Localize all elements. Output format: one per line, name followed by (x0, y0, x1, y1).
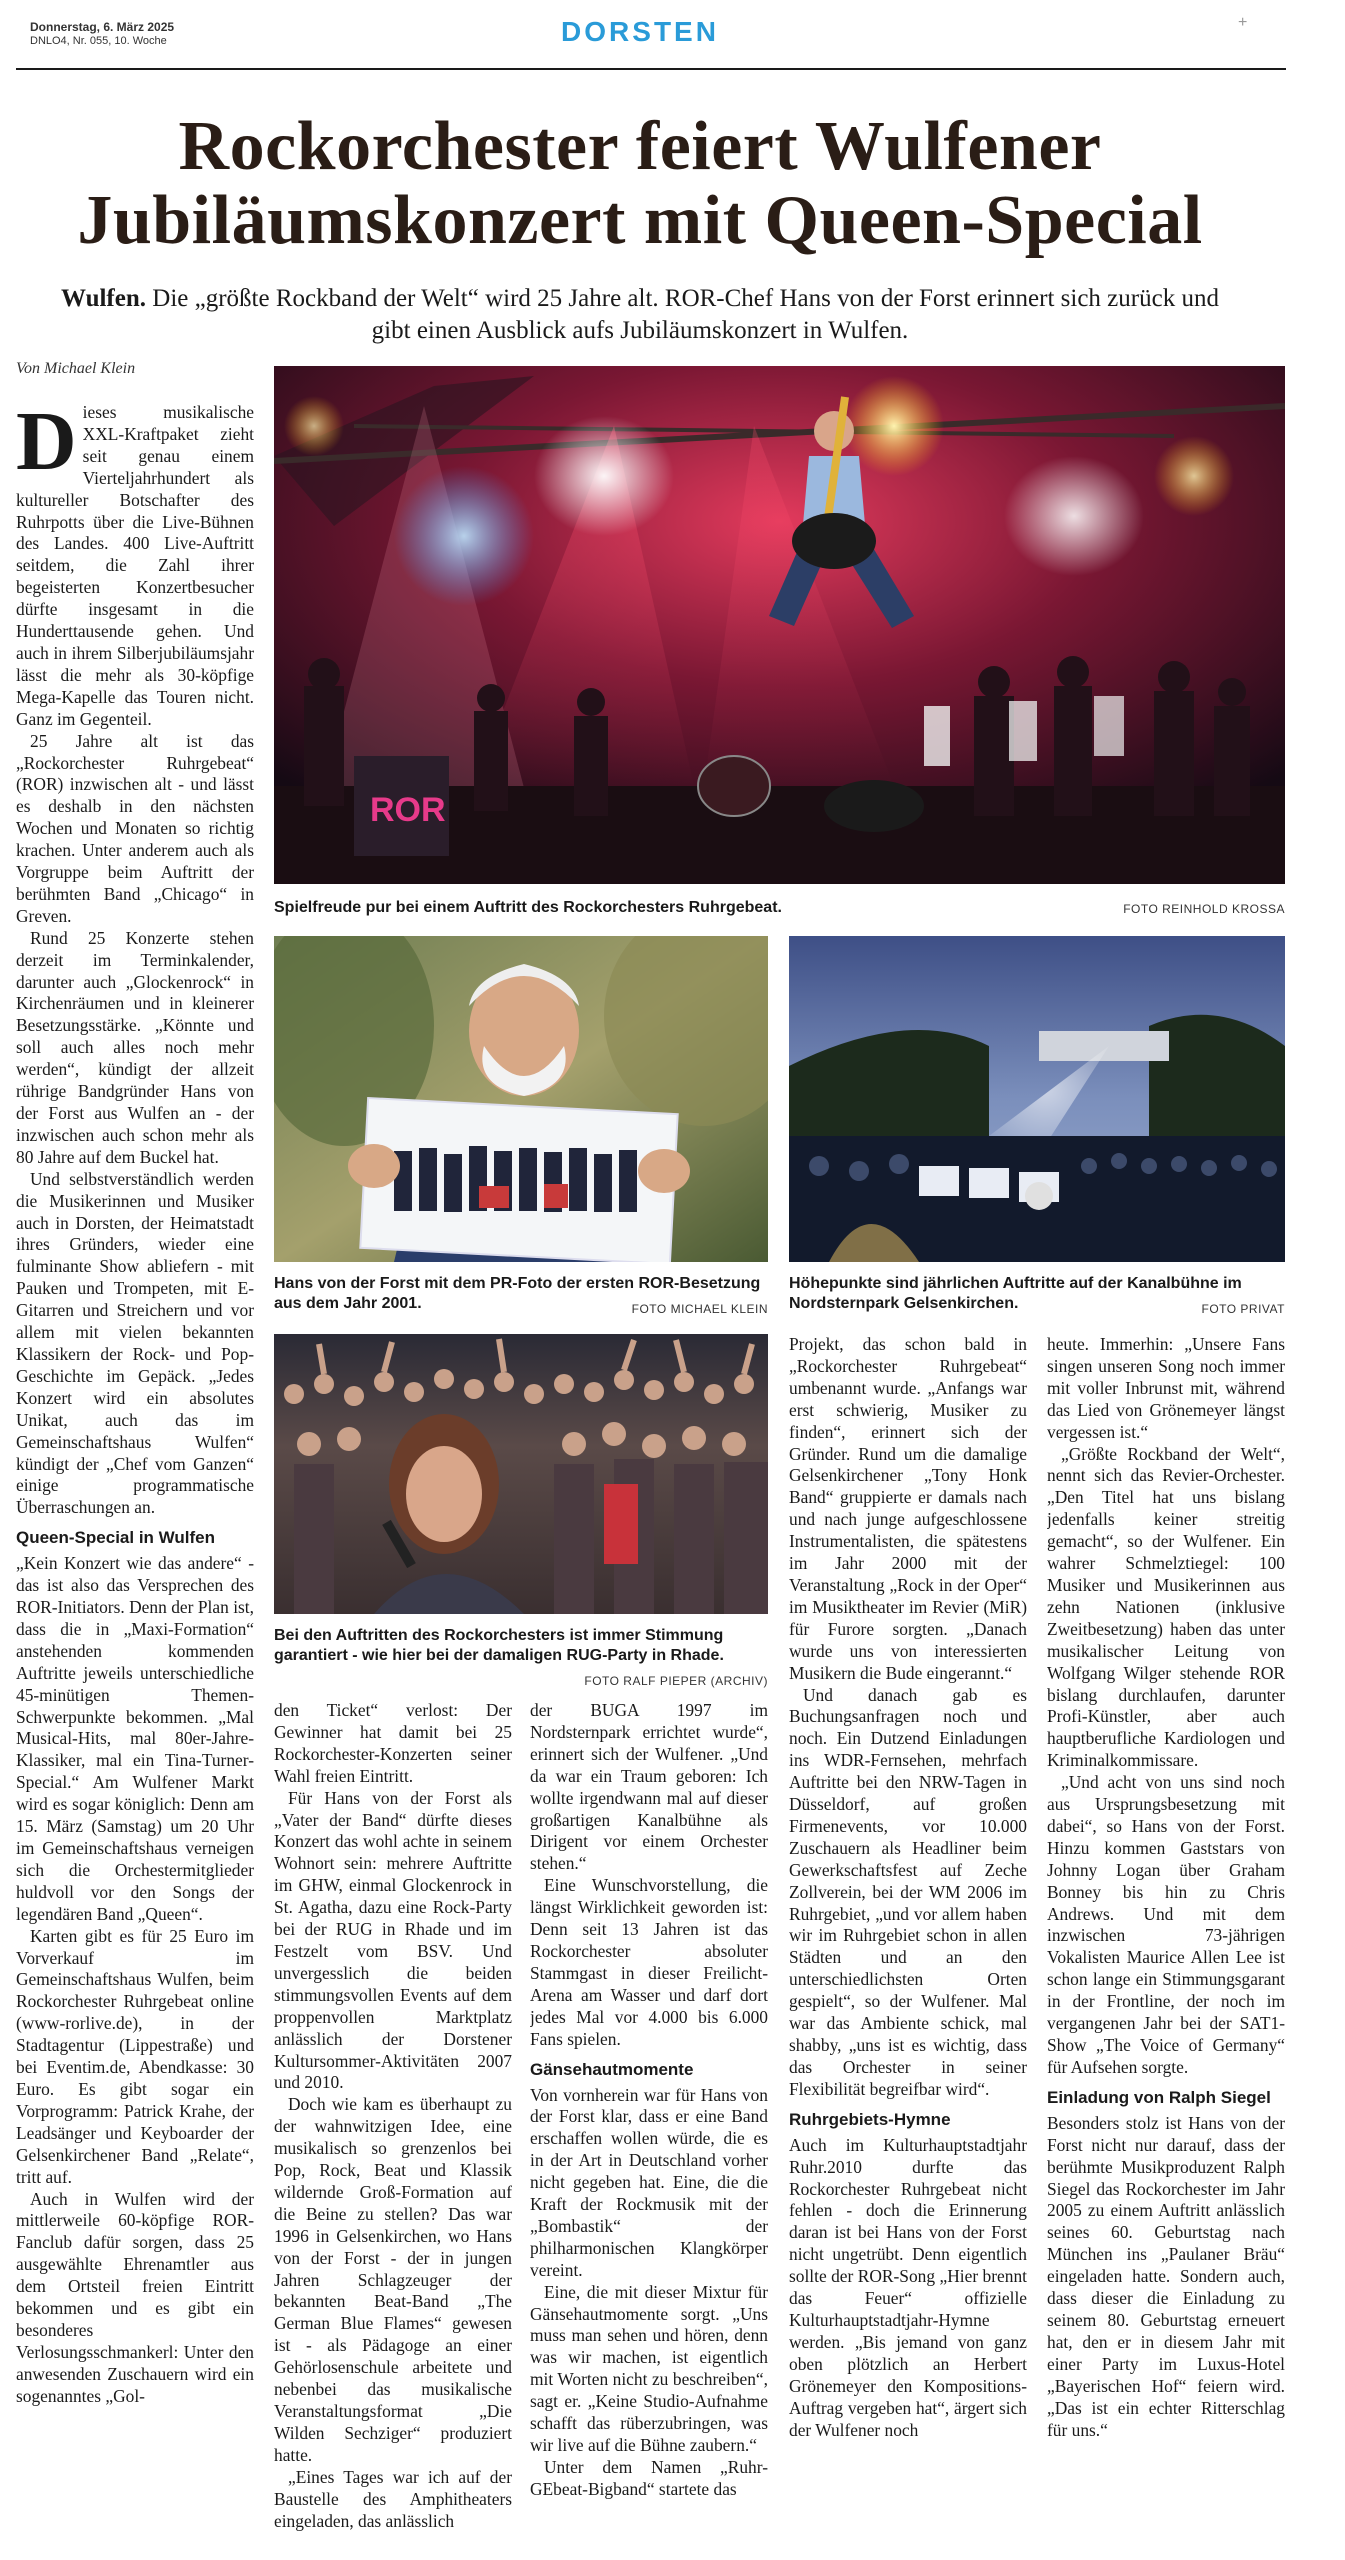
subhead-text: Die „größte Rockband der Welt“ wird 25 Jahre alt. ROR-Chef Hans von der Forst erinnert sich zurück und gibt einen Ausblick aufs Jubiläumskonzert in Wulfen. (152, 285, 1219, 344)
issue-edition: DNLO4, Nr. 055, 10. Woche (30, 35, 167, 47)
crowd-photo-caption: Bei den Auftritten des Rockorchesters ist immer Stimmung garantiert - wie hier bei der damaligen RUG-Party in Rhade. (274, 1627, 724, 1664)
paragraph: den Ticket“ verlost: Der Gewinner hat damit bei 25 Rockorchester-Konzerten seiner Wahl freien Eintritt. (274, 1700, 512, 1786)
paragraph: Und danach gab es Buchungsanfragen noch und noch. Ein Dutzend Einladungen ins WDR-Fernsehen, mehrfach Auftritte bei den NRW-Tagen in Düsseldorf, auf großen Firmenevents, vor 10.000 Zuschauern als Headliner beim Gewerkschaftsfest auf Zeche Zollverein, bei der WM 2006 im Ruhrgebiet, „und vor allem haben wir im Ruhrgebiet schon in allen Städten und an den unterschiedlichsten Orten gespielt“, so der Wulfener. Mal war das Ambiente schick, mal shabby, „uns ist es wichtig, dass das Orchester in seiner Flexibilität begreifbar wird“. (789, 1684, 1027, 2099)
headline-line-2: Jubiläumskonzert mit Queen-Special (77, 182, 1203, 259)
paragraph: „Eines Tages war ich auf der Baustelle des Amphitheaters eingeladen, das anlässlich (274, 2466, 512, 2531)
paragraph: Auch in Wulfen wird der mittlerweile 60-köpfige ROR-Fanclub dafür sorgen, dass 25 ausgewählte Ehrenamtler aus dem Ortsteil freien Eintritt bekommen und es gibt ein besonderes Verlosungsschmankerl: Unter den anwesenden Zuschauern wird ein sogenanntes „Gol- (16, 2188, 254, 2406)
hans-photo (274, 936, 768, 1262)
paragraph: „Größte Rockband der Welt“, nennt sich das Revier-Orchester. „Den Titel hat uns bislang jedenfalls keiner streitig gemacht“, so der Wulfener. Ein wahrer Schmelztiegel: 100 Musiker und Musikerinnen aus zehn Nationen (inklusive Zweitbesetzung) haben das unter musikalischer Leitung von Wolfgang Wilger stehende ROR bislang durchlaufen, darunter Profi-Künstler, aber auch hauptberufliche Kardiologen und Kriminalkommissare. (1047, 1443, 1285, 1771)
paragraph: „Und acht von uns sind noch aus Ursprungsbesetzung mit dabei“, so Hans von der Forst. Hinzu kommen Gaststars von Johnny Logan über Graham Bonney bis hin zu Chris Andrews. Und mit dem inzwischen 73-jährigen Vokalisten Maurice Allen Lee ist schon lange ein Stimmungsgarant in der Frontline, der noch im vergangenen Jahr bei der SAT1-Show „The Voice of Germany“ für Aufsehen sorgte. (1047, 1772, 1285, 2077)
paragraph: „Kein Konzert wie das andere“ - das ist also das Versprechen des ROR-Initiators. Denn der Plan ist, dass die in „Maxi-Formation“ anstehenden kommenden Auftritte jeweils unterschiedliche 45-minütigen Themen-Schwerpunkte bekommen. „Mal Musical-Hits, mal 80er-Jahre-Klassiker, mal ein Tina-Turner-Special.“ Am Wulfener Markt wird es sogar königlich: Denn am 15. März (Samstag) um 20 Uhr im Gemeinschaftshaus verneigen sich die Orchestermitglieder huldvoll vor den Songs der legendären Band „Queen“. (16, 1553, 254, 1924)
paragraph: Für Hans von der Forst als „Vater der Band“ dürfte dieses Konzert das wohl achte in seinem Wohnort sein: mehrere Auftritte im GHW, einmal Glockenrock in St. Agatha, dazu eine Rock-Party bei der RUG in Rhade und im Festzelt vom BSV. Und unvergesslich die beiden stimmungsvollen Events auf dem proppenvollen Marktplatz anlässlich der Dorstener Kultursommer-Aktivitäten 2007 und 2010. (274, 1787, 512, 2093)
column-2 (274, 1700, 512, 2552)
subheadline (40, 283, 1240, 347)
plus-icon: + (1238, 14, 1248, 31)
headline (20, 110, 1260, 258)
masthead-rule (16, 68, 1286, 70)
paragraph: Doch wie kam es überhaupt zu der wahnwitzigen Idee, eine musikalisch so grenzenlos bei Pop, Rock, Beat und Klassik wildernde Groß-Formation auf die Beine zu stellen? Das war 1996 in Gelsenkirchen, wo Hans von der Forst - der in jungen Jahren Schlagzeuger der bekannten Beat-Band „The German Blue Flames“ gewesen ist - als Pädagoge an einer Gehörlosenschule arbeitete und nebenbei das musikalische Veranstaltungsformat „Die Wilden Sechziger“ produziert hatte. (274, 2094, 512, 2465)
concert-photo-caption: Spielfreude pur bei einem Auftritt des Rockorchesters Ruhrgebeat. (274, 899, 782, 916)
paragraph: Auch im Kulturhauptstadtjahr Ruhr.2010 durfte das Rockorchester Ruhrgebeat nicht fehlen - doch die Erinnerung daran ist bei Hans von der Forst nicht ungetrübt. Denn eigentlich sollte der ROR-Song „Hier brennt das Feuer“ offizielle Kulturhauptstadtjahr-Hymne werden. „Bis jemand von ganz oben plötzlich an Herbert Grönemeyer den Kompositions-Auftrag vergeben hat“, ärgert sich der Wulfener noch (789, 2134, 1027, 2440)
crowd-photo-credit: FOTO RALF PIEPER (ARCHIV) (584, 1674, 768, 1688)
column-1 (16, 402, 254, 2552)
section-heading: Ruhrgebiets-Hymne (789, 2109, 951, 2129)
paragraph: 25 Jahre alt ist das „Rockorchester Ruhrgebeat“ (ROR) inzwischen alt - und lässt es deshalb in den nächsten Wochen und Monaten so richtig krachen. Unter anderem auch als Vorgruppe beim Auftritt der berühmten Band „Chicago“ in Greven. (16, 730, 254, 926)
section-heading: Gänsehautmomente (530, 2059, 694, 2079)
paragraph: Karten gibt es für 25 Euro im Vorverkauf im Gemeinschaftshaus Wulfen, beim Rockorchester Ruhrgebeat online (www-rorlive.de), in der Stadtagentur (Lippestraße) und bei Eventim.de, Abendkasse: 30 Euro. Es gibt sogar ein Vorprogramm: Patrick Krahe, der Leadsänger und Keyboarder der Gelsenkirchener Band „Relate“, tritt auf. (16, 1925, 254, 2187)
paragraph: Eine Wunschvorstellung, die längst Wirklichkeit geworden ist: Denn seit 13 Jahren ist das Rockorchester absoluter Stammgast in dieser Freilicht-Arena am Wasser und darf dort jedes Mal vor 4.000 bis 6.000 Fans spielen. (530, 1875, 768, 2049)
paragraph: Rund 25 Konzerte stehen derzeit im Terminkalender, darunter auch „Glockenrock“ in Kirchenräumen und in kleinerer Besetzungsstärke. „Könnte und soll auch alles noch mehr werden“, kündigt der allzeit rührige Bandgründer Hans von der Forst aus Wulfen an - der inzwischen auch schon mehr als 80 Jahre auf dem Buckel hat. (16, 927, 254, 1167)
drop-cap: D (16, 402, 77, 488)
paragraph: Unter dem Namen „Ruhr-GEbeat-Bigband“ startete das (530, 2456, 768, 2499)
drum-logo: ROR (370, 791, 446, 829)
kanalbuehne-photo (789, 936, 1285, 1262)
paragraph: Eine, die mit dieser Mixtur für Gänsehautmomente sorgt. „Uns muss man sehen und hören, denn was wir machen, ist eigentlich mit Worten nicht zu beschreiben“, sagt er. „Keine Studio-Aufnahme schafft das rüberzubringen, was wir live auf die Bühne zaubern.“ (530, 2281, 768, 2455)
paragraph: heute. Immerhin: „Unsere Fans singen unseren Song noch immer mit voller Inbrunst mit, während das Lied von Grönemeyer längst vergessen ist.“ (1047, 1334, 1285, 1442)
column-3 (530, 1700, 768, 2552)
kanalbuehne-photo-credit: FOTO PRIVAT (1201, 1302, 1285, 1316)
section-heading: Queen-Special in Wulfen (16, 1528, 215, 1548)
paragraph: Und selbstverständlich werden die Musikerinnen und Musiker auch in Dorsten, der Heimatstadt ihres Gründers, wieder eine fulminante Show abliefern - mit Pauken und Trompeten, mit E-Gitarren und Streichern und vor allem mit vielen bekannten Klassikern der Rock- und Pop-Geschichte im Gepäck. „Jedes Konzert wird ein absolutes Unikat, auch das im Gemeinschaftshaus Wulfen“ kündigt der „Chef vom Ganzen“ einige programmatische Überraschungen an. (16, 1168, 254, 1518)
concert-photo (274, 366, 1285, 884)
column-4 (789, 1334, 1027, 2552)
byline: Von Michael Klein (16, 360, 136, 377)
hans-photo-credit: FOTO MICHAEL KLEIN (631, 1302, 768, 1316)
issue-date: Donnerstag, 6. März 2025 (30, 20, 175, 34)
subhead-place: Wulfen. (61, 285, 147, 312)
section-title: DORSTEN (561, 16, 719, 47)
paragraph: der BUGA 1997 im Nordsternpark errichtet wurde“, erinnert sich der Wulfener. „Und da war ein Traum geboren: Ich wollte irgendwann mal auf dieser großartigen Kanalbühne als Dirigent vor einem Orchester stehen.“ (530, 1700, 768, 1874)
headline-line-1: Rockorchester feiert Wulfener (178, 108, 1102, 185)
kanalbuehne-photo-caption: Höhepunkte sind jährlichen Auftritte auf der Kanalbühne im Nordsternpark Gelsenkirchen. (789, 1275, 1242, 1312)
paragraph: Besonders stolz ist Hans von der Forst nicht nur darauf, dass der berühmte Musikproduzent Ralph Siegel das Rockorchester im Jahr 2005 zu einem Auftritt anlässlich seines 60. Geburtstag nach München ins „Paulaner Bräu“ eingeladen hatte. Sondern auch, dass dieser die Einladung zu seinem 80. Geburtstag erneuert hat, den er in diesem Jahr mit einer Party im Luxus-Hotel „Bayerischen Hof“ feiern wird. „Das ist ein echter Ritterschlag für uns.“ (1047, 2112, 1285, 2440)
paragraph-intro: Dieses musikalische XXL-Kraftpaket zieht seit genau einem Vierteljahrhundert als kultureller Botschafter des Ruhrpotts über die Live-Bühnen des Landes. 400 Live-Auftritt seitdem, die Zahl ihrer begeisterten Konzertbesucher dürfte insgesamt in die Hunderttausende gehen. Und auch in ihrem Silberjubiläumsjahr lässt die mehr als 30-köpfige Mega-Kapelle das Touren nicht. Ganz im Gegenteil. (16, 402, 254, 729)
column-5 (1047, 1334, 1285, 2552)
section-heading: Einladung von Ralph Siegel (1047, 2087, 1271, 2107)
hans-photo-caption: Hans von der Forst mit dem PR-Foto der ersten ROR-Besetzung aus dem Jahr 2001. (274, 1275, 761, 1312)
paragraph: Projekt, das schon bald in „Rockorchester Ruhrgebeat“ umbenannt wurde. „Anfangs war erst schwierig, Musiker zu finden“, erinnert sich der Gründer. Rund um die damalige Gelsenkirchener „Tony Honk Band“ gruppierte er damals nach und nach junge aufgeschlossene Instrumentalisten, die spätestens im Jahr 2000 mit der Veranstaltung „Rock in der Oper“ im Musiktheater im Revier (MiR) für Furore sorgten. „Danach wurde uns von interessierten Musikern die Bude eingerannt.“ (789, 1334, 1027, 1683)
crowd-photo (274, 1334, 768, 1614)
concert-photo-credit: FOTO REINHOLD KROSSA (1123, 902, 1285, 916)
paragraph: Von vornherein war für Hans von der Forst klar, dass er eine Band erschaffen wollen würde, die es in der Art in Deutschland vorher nicht gegeben hat. Eine, die die Kraft der Rockmusik mit der „Bombastik“ der philharmonischen Klangkörper vereint. (530, 2084, 768, 2280)
